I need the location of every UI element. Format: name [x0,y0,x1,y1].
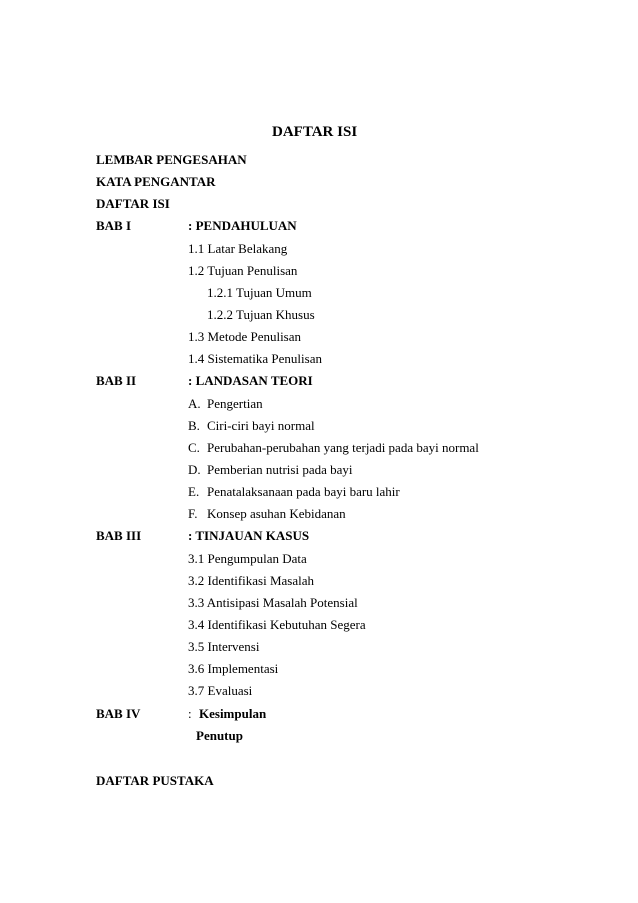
list-item: Ciri-ciri bayi normal [207,418,315,433]
bab2-label: BAB II [96,373,137,388]
toc-subentry: 3.6 Implementasi [188,661,279,676]
toc-subentry: 1.2 Tujuan Penulisan [188,263,298,278]
bab1-label: BAB I [96,218,132,233]
bab2-heading: : LANDASAN TEORI [188,373,313,388]
toc-subentry: 3.1 Pengumpulan Data [188,551,307,566]
toc-subsubentry: 1.2.1 Tujuan Umum [207,285,312,300]
toc-subentry: 3.4 Identifikasi Kebutuhan Segera [188,617,366,632]
toc-subentry: 3.2 Identifikasi Masalah [188,573,314,588]
toc-subentry: 3.3 Antisipasi Masalah Potensial [188,595,358,610]
list-letter: C. [188,440,200,455]
toc-subentry: 1.3 Metode Penulisan [188,329,302,344]
list-item: Pengertian [207,396,263,411]
bab4-label: BAB IV [96,706,141,721]
toc-subentry: 1.1 Latar Belakang [188,241,288,256]
list-letter: E. [188,484,200,499]
toc-subentry: 3.5 Intervensi [188,639,260,654]
bab4-colon: : [188,706,192,721]
bab3-label: BAB III [96,528,142,543]
bab4-kesimpulan: Kesimpulan [199,706,267,721]
toc-entry-daftar-pustaka: DAFTAR PUSTAKA [96,773,214,788]
bab4-penutup: Penutup [196,728,243,743]
toc-entry-daftar-isi: DAFTAR ISI [96,196,170,211]
list-item: Pemberian nutrisi pada bayi [207,462,353,477]
list-item: Penatalaksanaan pada bayi baru lahir [207,484,400,499]
bab1-heading: : PENDAHULUAN [188,218,297,233]
toc-entry-lembar-pengesahan: LEMBAR PENGESAHAN [96,152,247,167]
toc-subsubentry: 1.2.2 Tujuan Khusus [207,307,315,322]
list-item: Konsep asuhan Kebidanan [207,506,346,521]
page-title: DAFTAR ISI [272,124,358,140]
list-letter: B. [188,418,200,433]
toc-entry-kata-pengantar: KATA PENGANTAR [96,174,216,189]
toc-subentry: 1.4 Sistematika Penulisan [188,351,322,366]
toc-subentry: 3.7 Evaluasi [188,683,253,698]
list-item: Perubahan-perubahan yang terjadi pada bayi normal [207,440,479,455]
bab3-heading: : TINJAUAN KASUS [188,528,310,543]
list-letter: A. [188,396,201,411]
list-letter: F. [188,506,198,521]
list-letter: D. [188,462,201,477]
